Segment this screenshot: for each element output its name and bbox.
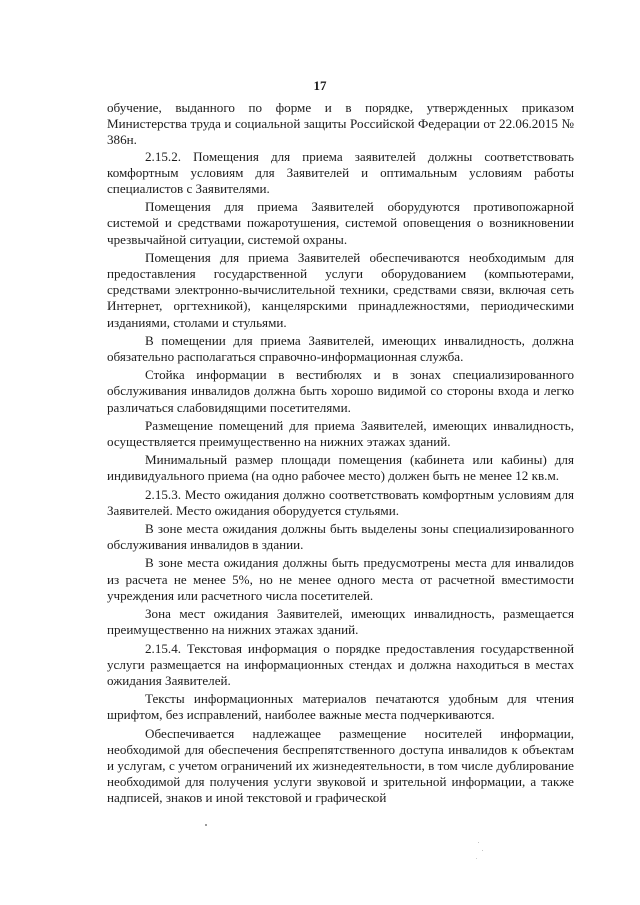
paragraph-minimum-area: Минимальный размер площади помещения (кабинета или кабины) для индивидуального приема (на одно рабочее место) должен быть не менее 12 кв.м.	[107, 452, 574, 484]
paragraph-info-desk: Стойка информации в вестибюлях и в зонах специализированного обслуживания инвалидов должна быть хорошо видимой со стороны входа и легко различаться слабовидящими посетителями.	[107, 367, 574, 415]
paragraph-2-15-3: 2.15.3. Место ожидания должно соответствовать комфортным условиям для Заявителей. Место ожидания оборудуется стульями.	[107, 486, 574, 518]
paragraph-2-15-2: 2.15.2. Помещения для приема заявителей должны соответствовать комфортным условиям для Заявителей и оптимальным условиям работы специалистов с Заявителями.	[107, 148, 574, 197]
paragraph-disabled-seats: В зоне места ожидания должны быть предусмотрены места для инвалидов из расчета не менее 5%, но не менее одного места от расчетной вместимости учреждения или расчетного числа посетителей.	[107, 555, 574, 603]
document-body	[107, 100, 574, 807]
paragraph-waiting-floors: Зона мест ожидания Заявителей, имеющих инвалидность, размещается преимущественно на нижних этажах зданий.	[107, 606, 574, 638]
page-number: 17	[313, 78, 327, 93]
scan-speck	[476, 858, 477, 859]
paragraph-equipment: Помещения для приема Заявителей обеспечиваются необходимым для предоставления государственной услуги оборудованием (компьютерами, средствами электронно-вычислительной техники, средствами связи, включая сеть Интернет, оргтехникой), канцелярскими принадлежностями, периодическими изданиями, столами и стульями.	[107, 249, 574, 330]
paragraph-materials-font: Тексты информационных материалов печатаются удобным для чтения шрифтом, без исправлений, наиболее важные места подчеркиваются.	[107, 691, 574, 723]
scan-speck	[478, 842, 479, 843]
scan-speck	[482, 850, 483, 851]
paragraph-continuation: обучение, выданного по форме и в порядке, утвержденных приказом Министерства труда и социальной защиты Российской Федерации от 22.06.2015 № 386н.	[107, 100, 574, 148]
paragraph-2-15-4: 2.15.4. Текстовая информация о порядке предоставления государственной услуги размещается на информационных стендах и должна находиться в местах ожидания Заявителей.	[107, 640, 574, 688]
paragraph-info-service: В помещении для приема Заявителей, имеющих инвалидность, должна обязательно располагаться справочно-информационная служба.	[107, 332, 574, 365]
paragraph-premises-placement: Размещение помещений для приема Заявителей, имеющих инвалидность, осуществляется преимущественно на нижних этажах зданий.	[107, 417, 574, 450]
paragraph-fire-safety: Помещения для приема Заявителей оборудуются противопожарной системой и средствами пожаротушения, системой оповещения о возникновении чрезвычайной ситуации, системой охраны.	[107, 199, 574, 247]
paragraph-waiting-zones: В зоне места ожидания должны быть выделены зоны специализированного обслуживания инвалидов в здании.	[107, 521, 574, 553]
scan-speck	[205, 824, 207, 826]
paragraph-accessibility-info: Обеспечивается надлежащее размещение носителей информации, необходимой для обеспечения беспрепятственного доступа инвалидов к объектам и услугам, с учетом ограничений их жизнедеятельности, в том числе дублирование необходимой для получения услуги звуковой и зрительной информации, а также надписей, знаков и иной текстовой и графической	[107, 725, 574, 806]
